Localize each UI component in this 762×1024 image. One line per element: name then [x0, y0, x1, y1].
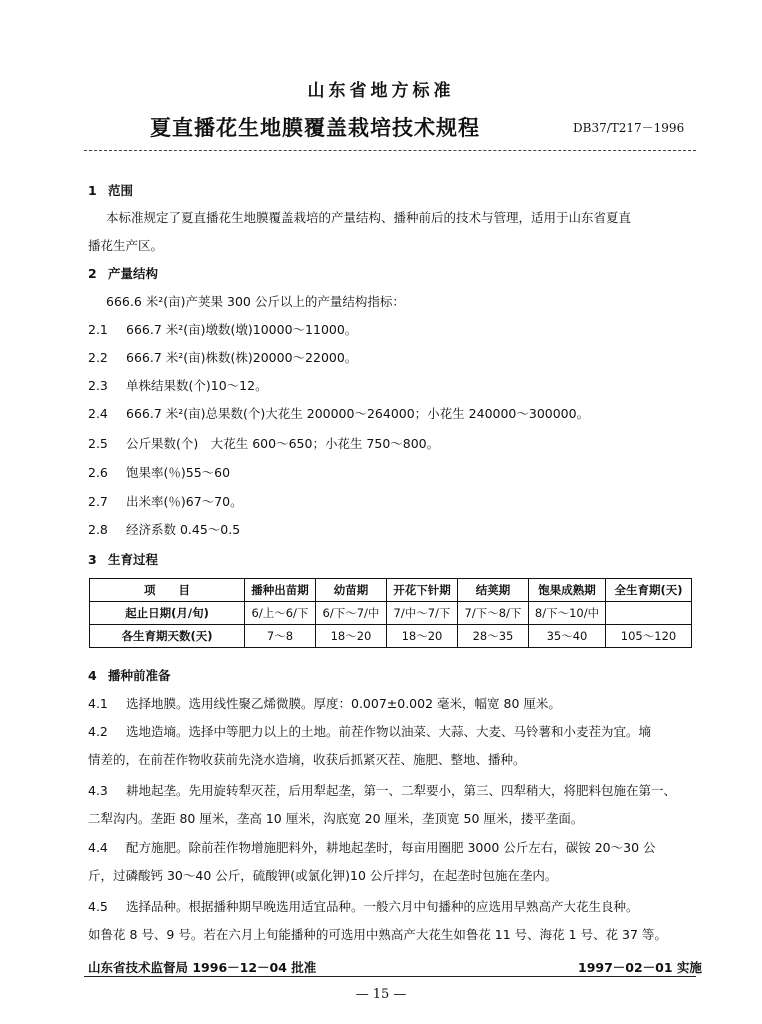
clause-4-1	[88, 696, 561, 712]
table-cell: 6/下～7/中	[316, 602, 387, 625]
clause-2-5	[88, 436, 439, 452]
clause-4-5	[88, 899, 639, 915]
clause-number: 2.2	[88, 350, 108, 365]
section-number: 4	[88, 668, 97, 683]
clause-number: 2.8	[88, 522, 108, 537]
table-header-cell: 播种出苗期	[245, 579, 316, 602]
table-header-cell: 项 目	[90, 579, 245, 602]
table-cell: 18～20	[387, 625, 458, 648]
table-cell: 35～40	[529, 625, 606, 648]
approval-date: 山东省技术监督局 1996－12－04 批准	[88, 960, 317, 975]
clause-4-4	[88, 840, 656, 856]
section-4-heading	[88, 668, 171, 684]
table-cell: 8/下～10/中	[529, 602, 606, 625]
section-title: 范围	[108, 183, 134, 198]
section-1-heading	[88, 183, 133, 199]
clause-number: 2.4	[88, 406, 108, 421]
table-header-cell: 全生育期(天)	[606, 579, 692, 602]
section-number: 2	[88, 266, 97, 281]
section-title: 生育过程	[108, 552, 159, 567]
clause-4-3-continuation: 二犁沟内。垄距 80 厘米，垄高 10 厘米，沟底宽 20 厘米，垄顶宽 50 厘米，搂平垄面。	[88, 811, 584, 826]
section-2-heading	[88, 266, 158, 282]
table-cell: 18～20	[316, 625, 387, 648]
clause-text: 单株结果数(个)10～12。	[126, 378, 268, 393]
section-title: 产量结构	[108, 266, 159, 281]
page-number: — 15 —	[355, 987, 407, 1002]
clause-number: 2.6	[88, 465, 108, 480]
clause-2-1	[88, 322, 357, 338]
clause-4-2	[88, 724, 651, 740]
table-cell: 7/中～7/下	[387, 602, 458, 625]
effective-date: 1997－02－01 实施	[578, 960, 702, 975]
issuing-authority: 山东省地方标准	[307, 81, 455, 101]
clause-number: 4.5	[88, 899, 108, 914]
header-divider	[84, 150, 696, 151]
table-cell: 6/上～6/下	[245, 602, 316, 625]
table-cell: 起止日期(月/旬)	[90, 602, 245, 625]
table-cell: 7～8	[245, 625, 316, 648]
clause-4-4-continuation: 斤，过磷酸钙 30～40 公斤，硫酸钾(或氯化钾)10 公斤拌匀，在起垄时包施在垄内。	[88, 868, 558, 883]
table-cell: 105～120	[606, 625, 692, 648]
clause-text: 666.7 米²(亩)总果数(个)大花生 200000～264000；小花生 240000～300000。	[126, 406, 590, 421]
table-cell	[606, 602, 692, 625]
table-header-cell: 幼苗期	[316, 579, 387, 602]
table-cell: 7/下～8/下	[458, 602, 529, 625]
clause-4-3	[88, 783, 676, 799]
clause-2-4	[88, 406, 589, 422]
clause-2-2	[88, 350, 357, 366]
table-header-cell: 开花下针期	[387, 579, 458, 602]
clause-text: 选择品种。根据播种期早晚选用适宜品种。一般六月中旬播种的应选用早熟高产大花生良种。	[126, 899, 639, 914]
clause-number: 4.4	[88, 840, 108, 855]
table-cell: 28～35	[458, 625, 529, 648]
table-cell: 各生育期天数(天)	[90, 625, 245, 648]
table-header-row	[90, 579, 692, 602]
growth-stage-table	[89, 578, 692, 648]
clause-text: 选择地膜。选用线性聚乙烯微膜。厚度：0.007±0.002 毫米，幅宽 80 厘米。	[126, 696, 561, 711]
clause-2-7	[88, 494, 243, 510]
section-2-intro: 666.6 米²(亩)产荚果 300 公斤以上的产量结构指标：	[106, 294, 405, 309]
section-3-heading	[88, 552, 158, 568]
clause-number: 2.5	[88, 436, 108, 451]
clause-4-5-continuation: 如鲁花 8 号、9 号。若在六月上旬能播种的可选用中熟高产大花生如鲁花 11 号、海花 1 号、花 37 等。	[88, 927, 667, 942]
clause-text: 出米率(％)67～70。	[126, 494, 243, 509]
clause-number: 2.1	[88, 322, 108, 337]
clause-text: 666.7 米²(亩)墩数(墩)10000～11000。	[126, 322, 358, 337]
clause-number: 4.1	[88, 696, 108, 711]
clause-number: 4.3	[88, 783, 108, 798]
section-1-paragraph-line-1: 本标准规定了夏直播花生地膜覆盖栽培的产量结构、播种前后的技术与管理，适用于山东省夏直	[106, 210, 632, 225]
clause-text: 耕地起垄。先用旋转犁灭茬，后用犁起垄，第一、二犁要小，第三、四犁稍大，将肥料包施在第一、	[126, 783, 677, 798]
document-title: 夏直播花生地膜覆盖栽培技术规程	[150, 116, 480, 140]
standard-code: DB37/T217－1996	[573, 121, 685, 135]
clause-text: 配方施肥。除前茬作物增施肥料外，耕地起垄时，每亩用圈肥 3000 公斤左右，碳铵 20～30 公	[126, 840, 656, 855]
section-title: 播种前准备	[108, 668, 171, 683]
table-header-cell: 饱果成熟期	[529, 579, 606, 602]
clause-text: 饱果率(％)55～60	[126, 465, 231, 480]
clause-2-8	[88, 522, 240, 538]
clause-text: 选地造墒。选择中等肥力以上的土地。前茬作物以油菜、大蒜、大麦、马铃薯和小麦茬为宜。墒	[126, 724, 652, 739]
clause-number: 2.7	[88, 494, 108, 509]
footer-divider	[84, 976, 696, 977]
section-number: 1	[88, 183, 97, 198]
section-number: 3	[88, 552, 97, 567]
clause-2-6	[88, 465, 230, 481]
table-row	[90, 625, 692, 648]
clause-2-3	[88, 378, 268, 394]
clause-4-2-continuation: 情差的，在前茬作物收获前先浇水造墒，收获后抓紧灭茬、施肥、整地、播种。	[88, 752, 526, 767]
clause-text: 经济系数 0.45～0.5	[126, 522, 241, 537]
clause-number: 2.3	[88, 378, 108, 393]
clause-text: 666.7 米²(亩)株数(株)20000～22000。	[126, 350, 358, 365]
clause-text: 公斤果数(个) 大花生 600～650；小花生 750～800。	[126, 436, 440, 451]
table-header-cell: 结荚期	[458, 579, 529, 602]
section-1-paragraph-line-2: 播花生产区。	[88, 238, 164, 253]
table-row	[90, 602, 692, 625]
clause-number: 4.2	[88, 724, 108, 739]
